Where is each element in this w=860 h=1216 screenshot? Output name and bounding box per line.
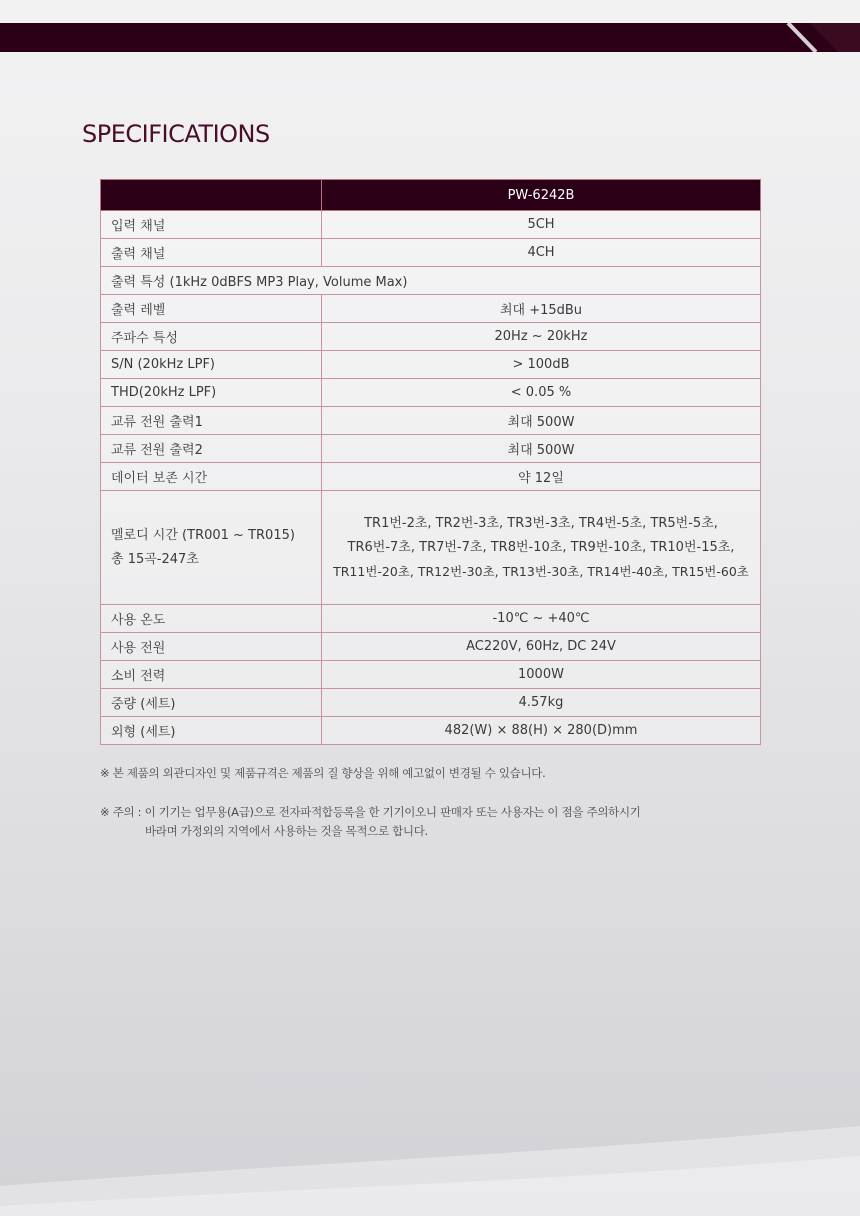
- spec-label: 주파수 특성: [101, 323, 322, 351]
- spec-label: 교류 전원 출력1: [101, 407, 322, 435]
- spec-value: 약 12일: [322, 463, 761, 491]
- spec-label: 데이터 보존 시간: [101, 463, 322, 491]
- model-name-header: PW-6242B: [322, 180, 761, 211]
- specifications-table: [100, 179, 761, 745]
- spec-value: -10℃ ~ +40℃: [322, 605, 761, 633]
- spec-label: 입력 채널: [101, 211, 322, 239]
- header-empty-cell: [101, 180, 322, 211]
- caution-line-1: ※ 주의 : 이 기기는 업무용(A급)으로 전자파적합등록을 한 기기이오니 판매자 또는 사용자는 이 점을 주의하시기: [100, 805, 641, 819]
- spec-label: 소비 전력: [101, 661, 322, 689]
- top-banner: [0, 23, 860, 52]
- table-row: [101, 379, 761, 407]
- spec-value: 4CH: [322, 239, 761, 267]
- spec-value: 최대 500W: [322, 435, 761, 463]
- melody-track-line: TR1번-2초, TR2번-3초, TR3번-3초, TR4번-5초, TR5번-5초,: [364, 515, 718, 531]
- spec-value: 4.57kg: [322, 689, 761, 717]
- spec-section-label: 출력 특성 (1kHz 0dBFS MP3 Play, Volume Max): [101, 267, 761, 295]
- spec-label: 출력 채널: [101, 239, 322, 267]
- table-row: [101, 633, 761, 661]
- table-row: [101, 661, 761, 689]
- table-header-row: [101, 180, 761, 211]
- spec-value: 20Hz ~ 20kHz: [322, 323, 761, 351]
- spec-label: 사용 전원: [101, 633, 322, 661]
- spec-value: [322, 491, 761, 605]
- spec-value: 최대 500W: [322, 407, 761, 435]
- spec-label: 출력 레벨: [101, 295, 322, 323]
- table-row: [101, 435, 761, 463]
- notes-section: [100, 765, 760, 841]
- table-row: [101, 463, 761, 491]
- spec-label: 외형 (세트): [101, 717, 322, 745]
- spec-value: < 0.05 %: [322, 379, 761, 407]
- table-row: [101, 323, 761, 351]
- spec-value: 최대 +15dBu: [322, 295, 761, 323]
- emc-caution-note: [100, 803, 760, 841]
- melody-track-line: TR6번-7초, TR7번-7초, TR8번-10초, TR9번-10초, TR10번-15초,: [347, 539, 735, 555]
- table-row: [101, 605, 761, 633]
- banner-accent-stripe: [780, 23, 860, 52]
- decorative-swoosh: [0, 1126, 860, 1216]
- spec-label: [101, 491, 322, 605]
- table-row: [101, 491, 761, 605]
- spec-label: S/N (20kHz LPF): [101, 351, 322, 379]
- table-row: [101, 407, 761, 435]
- spec-label: 교류 전원 출력2: [101, 435, 322, 463]
- table-row: [101, 239, 761, 267]
- spec-label: THD(20kHz LPF): [101, 379, 322, 407]
- spec-value: 5CH: [322, 211, 761, 239]
- melody-track-line: TR11번-20초, TR12번-30초, TR13번-30초, TR14번-40초, TR15번-60초: [333, 563, 749, 579]
- table-row: [101, 295, 761, 323]
- spec-label: 사용 온도: [101, 605, 322, 633]
- spec-value: > 100dB: [322, 351, 761, 379]
- table-row: [101, 211, 761, 239]
- page-title: SPECIFICATIONS: [82, 120, 270, 148]
- caution-line-2: 바라며 가정외의 지역에서 사용하는 것을 목적으로 합니다.: [145, 824, 428, 838]
- design-change-note: ※ 본 제품의 외관디자인 및 제품규격은 제품의 질 향상을 위해 예고없이 변경될 수 있습니다.: [100, 766, 546, 780]
- melody-total-line: 총 15곡-247초: [111, 551, 199, 567]
- spec-label: 중량 (세트): [101, 689, 322, 717]
- table-row: [101, 267, 761, 295]
- spec-value: 1000W: [322, 661, 761, 689]
- table-row: [101, 351, 761, 379]
- table-row: [101, 717, 761, 745]
- spec-value: AC220V, 60Hz, DC 24V: [322, 633, 761, 661]
- melody-label-line: 멜로디 시간 (TR001 ~ TR015): [111, 527, 295, 543]
- spec-value: 482(W) × 88(H) × 280(D)mm: [322, 717, 761, 745]
- table-row: [101, 689, 761, 717]
